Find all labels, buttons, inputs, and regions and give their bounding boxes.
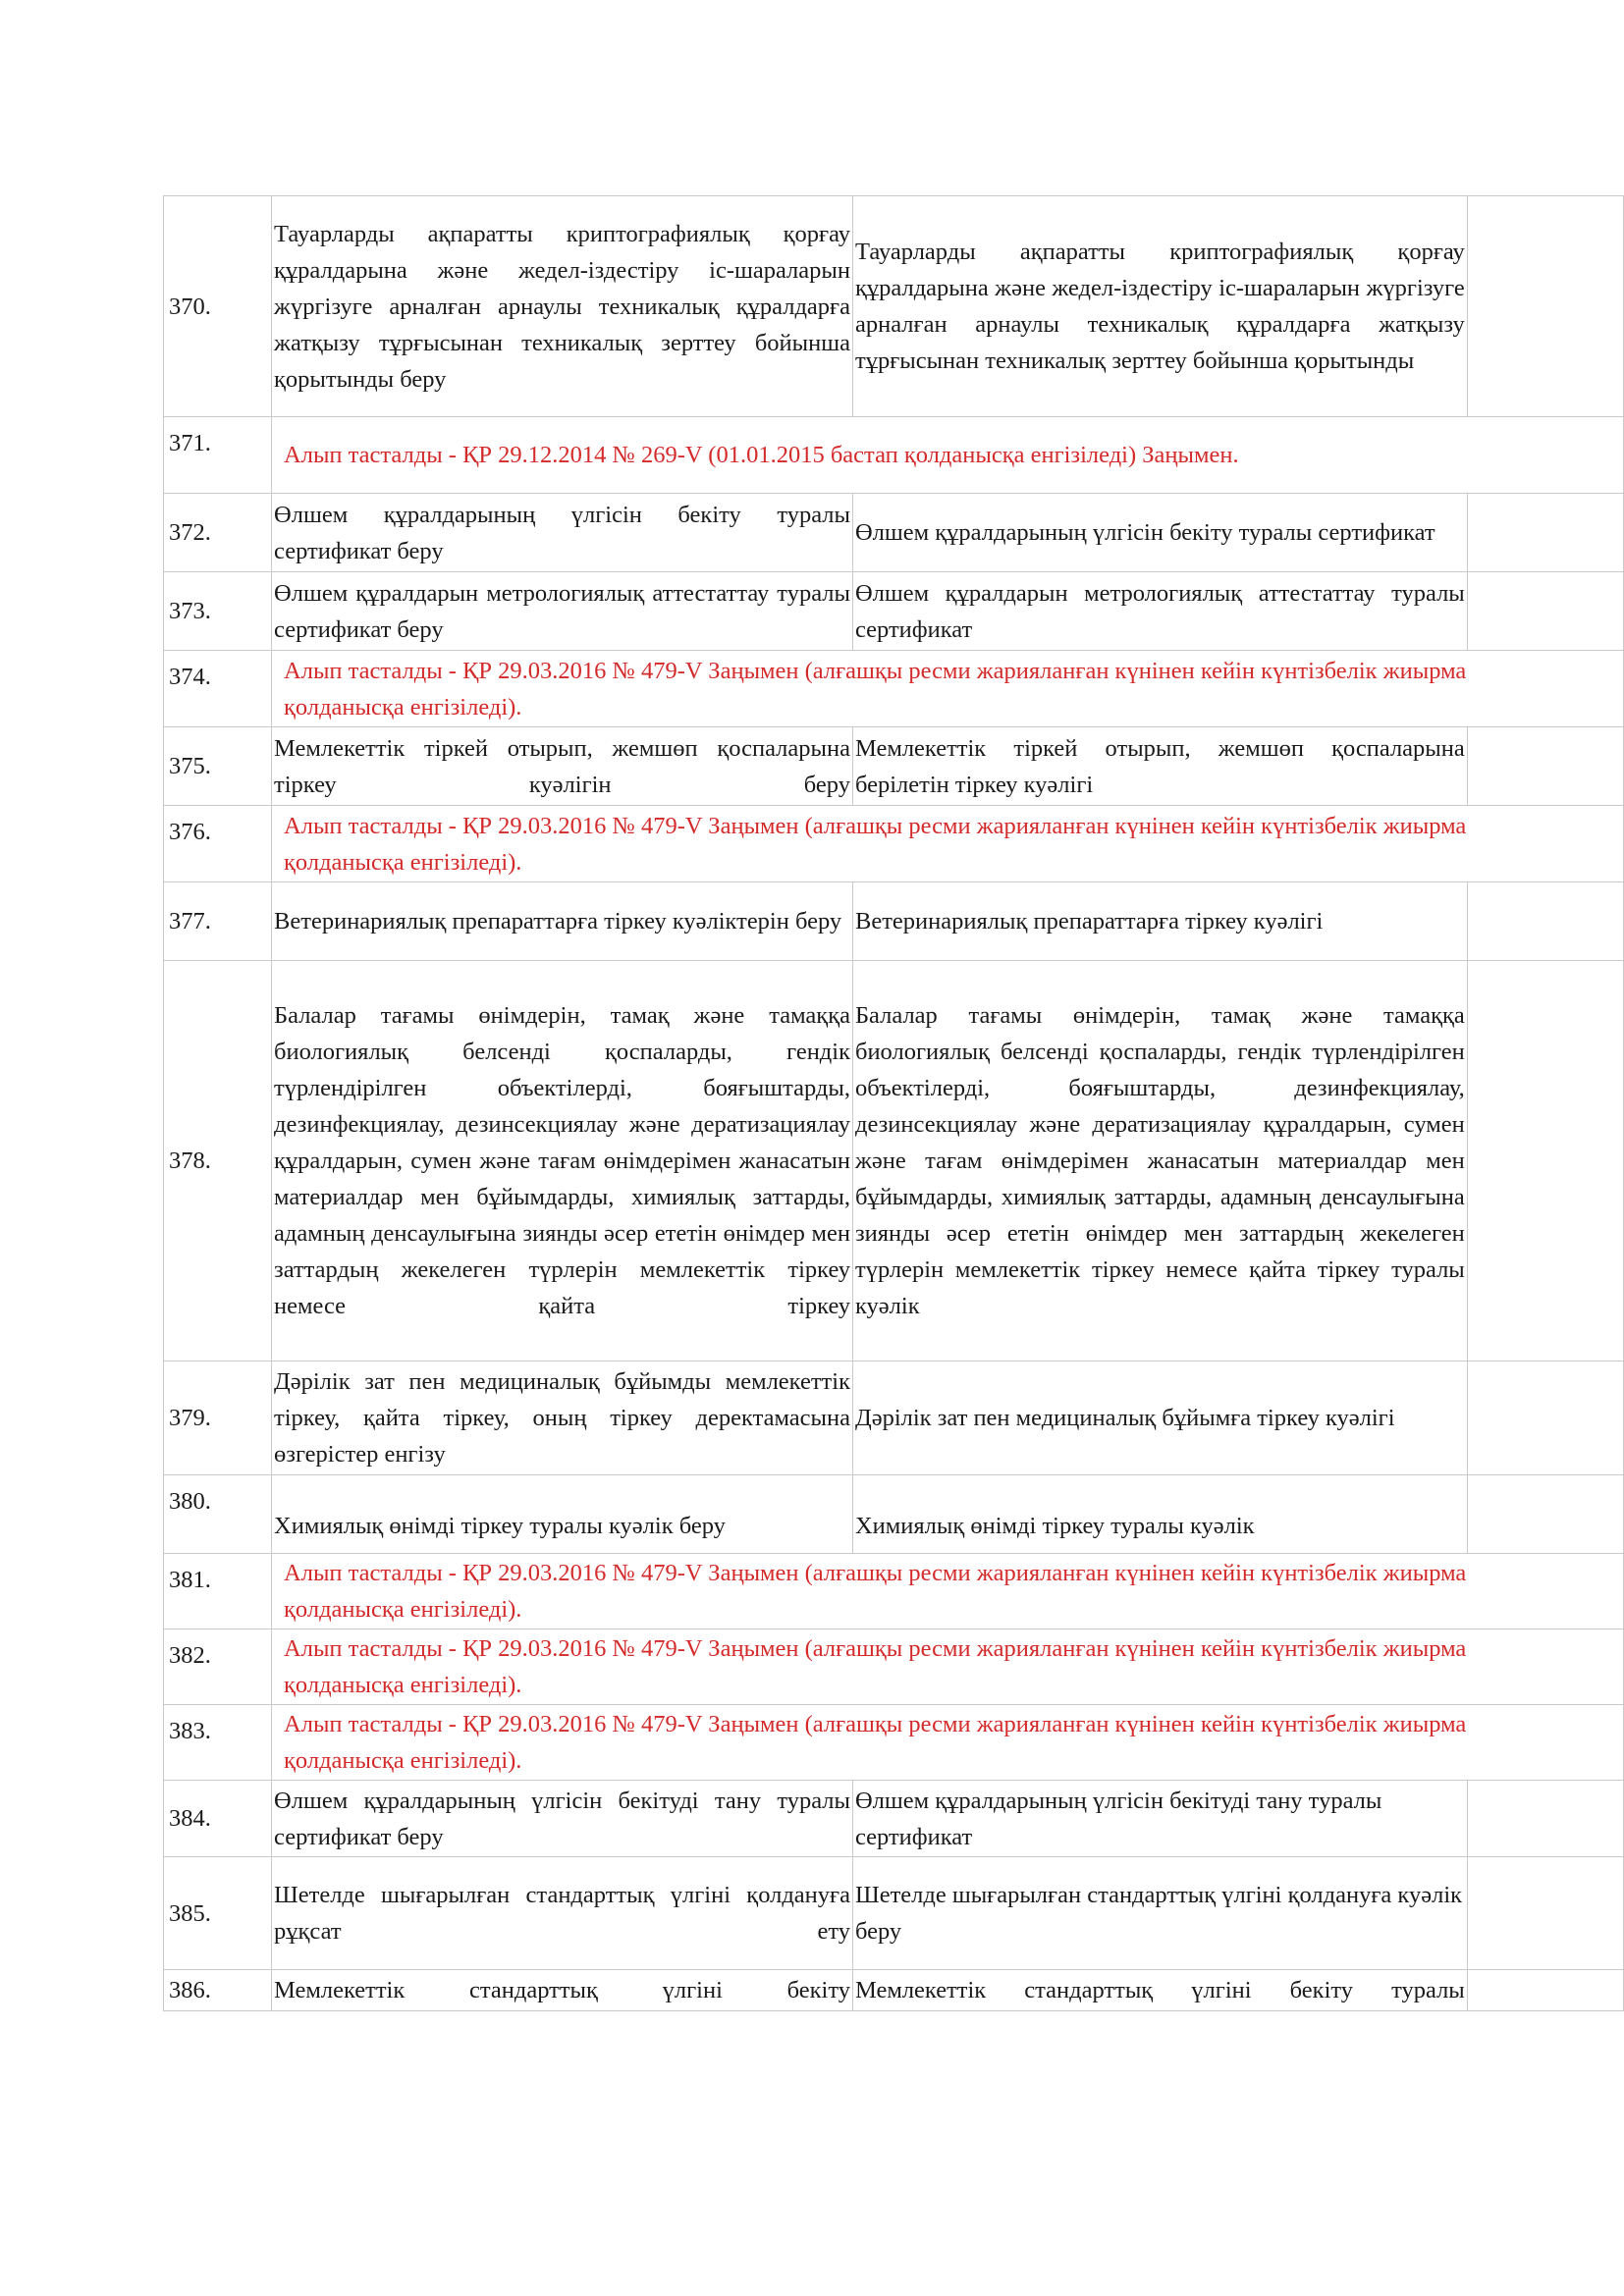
service-name: Химиялық өнімді тіркеу туралы куәлік беру [272,1475,853,1554]
extra-cell [1467,1362,1623,1475]
row-number: 375. [164,727,272,806]
deleted-note: Алып тасталды - ҚР 29.12.2014 № 269-V (01.01.2015 бастап қолданысқа енгізіледі) Заңымен. [272,417,1624,494]
row-number: 382. [164,1629,272,1705]
result-document: Тауарларды ақпаратты криптографиялық қорғау құралдарына және жедел-іздестіру іс-шараларын жүргізуге арналған арнаулы техникалық құралдарға жатқызу тұрғысынан техникалық зерттеу бойынша қорытынды [852,196,1467,417]
table-row [164,1781,1624,1857]
table-row [164,1362,1624,1475]
row-number: 385. [164,1857,272,1970]
extra-cell [1467,1970,1623,2011]
table-row [164,727,1624,806]
row-number: 373. [164,572,272,651]
row-number: 377. [164,882,272,961]
extra-cell [1467,1781,1623,1857]
table-row [164,572,1624,651]
deleted-note: Алып тасталды - ҚР 29.03.2016 № 479-V Заңымен (алғашқы ресми жарияланған күнінен кейін күнтізбелік жиырма қолданысқа енгізіледі). [272,1705,1624,1781]
extra-cell [1467,961,1623,1362]
table-row [164,651,1624,727]
result-document: Мемлекеттік стандарттық үлгіні бекіту туралы [852,1970,1467,2011]
table-row [164,417,1624,494]
result-document: Мемлекеттік тіркей отырып, жемшөп қоспаларына берілетін тіркеу куәлігі [852,727,1467,806]
extra-cell [1467,494,1623,572]
service-name: Ветеринариялық препараттарға тіркеу куәліктерін беру [272,882,853,961]
extra-cell [1467,882,1623,961]
service-name: Өлшем құралдарын метрологиялық аттестаттау туралы сертификат беру [272,572,853,651]
service-name: Өлшем құралдарының үлгісін бекітуді тану туралы сертификат беру [272,1781,853,1857]
result-document: Өлшем құралдарының үлгісін бекіту туралы сертификат [852,494,1467,572]
row-number: 381. [164,1554,272,1629]
deleted-note: Алып тасталды - ҚР 29.03.2016 № 479-V Заңымен (алғашқы ресми жарияланған күнінен кейін күнтізбелік жиырма қолданысқа енгізіледі). [272,651,1624,727]
extra-cell [1467,727,1623,806]
row-number: 378. [164,961,272,1362]
service-name: Өлшем құралдарының үлгісін бекіту туралы сертификат беру [272,494,853,572]
table-row [164,806,1624,882]
extra-cell [1467,1857,1623,1970]
table-row [164,1554,1624,1629]
service-name: Мемлекеттік тіркей отырып, жемшөп қоспаларына тіркеу куәлігін беру [272,727,853,806]
deleted-note: Алып тасталды - ҚР 29.03.2016 № 479-V Заңымен (алғашқы ресми жарияланған күнінен кейін күнтізбелік жиырма қолданысқа енгізіледі). [272,806,1624,882]
row-number: 376. [164,806,272,882]
table-row [164,1629,1624,1705]
deleted-note: Алып тасталды - ҚР 29.03.2016 № 479-V Заңымен (алғашқы ресми жарияланған күнінен кейін күнтізбелік жиырма қолданысқа енгізіледі). [272,1554,1624,1629]
table-row [164,1705,1624,1781]
services-table [163,195,1624,2011]
row-number: 374. [164,651,272,727]
row-number: 383. [164,1705,272,1781]
table-row [164,882,1624,961]
extra-cell [1467,572,1623,651]
row-number: 384. [164,1781,272,1857]
service-name: Дәрілік зат пен медициналық бұйымды мемлекеттік тіркеу, қайта тіркеу, оның тіркеу деректамасына өзгерістер енгізу [272,1362,853,1475]
table-row [164,961,1624,1362]
result-document: Өлшем құралдарының үлгісін бекітуді тану туралы сертификат [852,1781,1467,1857]
result-document: Балалар тағамы өнімдерін, тамақ және тамаққа биологиялық белсенді қоспаларды, гендік түрлендірілген объектілерді, бояғыштарды, дезинфекциялау, дезинсекциялау және дератизациялау құралдарын, сумен және тағам өнімдерімен жанасатын материалдар мен бұйымдарды, химиялық заттарды, адамның денсаулығына зиянды әсер ететін өнімдер мен заттардың жекелеген түрлерін мемлекеттік тіркеу немесе қайта тіркеу туралы куәлік [852,961,1467,1362]
extra-cell [1467,196,1623,417]
row-number: 380. [164,1475,272,1554]
result-document: Ветеринариялық препараттарға тіркеу куәлігі [852,882,1467,961]
result-document: Химиялық өнімді тіркеу туралы куәлік [852,1475,1467,1554]
result-document: Шетелде шығарылған стандарттық үлгіні қолдануға куәлік беру [852,1857,1467,1970]
table-row [164,1970,1624,2011]
result-document: Өлшем құралдарын метрологиялық аттестаттау туралы сертификат [852,572,1467,651]
service-name: Тауарларды ақпаратты криптографиялық қорғау құралдарына және жедел-іздестіру іс-шараларын жүргізуге арналған арнаулы техникалық құралдарға жатқызу тұрғысынан техникалық зерттеу бойынша қорытынды беру [272,196,853,417]
table-row [164,196,1624,417]
table-row [164,1857,1624,1970]
row-number: 370. [164,196,272,417]
service-name: Балалар тағамы өнімдерін, тамақ және тамаққа биологиялық белсенді қоспаларды, гендік түрлендірілген объектілерді, бояғыштарды, дезинфекциялау, дезинсекциялау және дератизациялау құралдарын, сумен және тағам өнімдерімен жанасатын материалдар мен бұйымдарды, химиялық заттарды, адамның денсаулығына зиянды әсер ететін өнімдер мен заттардың жекелеген түрлерін мемлекеттік тіркеу немесе қайта тіркеу [272,961,853,1362]
table-row [164,1475,1624,1554]
extra-cell [1467,1475,1623,1554]
row-number: 379. [164,1362,272,1475]
deleted-note: Алып тасталды - ҚР 29.03.2016 № 479-V Заңымен (алғашқы ресми жарияланған күнінен кейін күнтізбелік жиырма қолданысқа енгізіледі). [272,1629,1624,1705]
row-number: 371. [164,417,272,494]
row-number: 386. [164,1970,272,2011]
service-name: Мемлекеттік стандарттық үлгіні бекіту [272,1970,853,2011]
result-document: Дәрілік зат пен медициналық бұйымға тіркеу куәлігі [852,1362,1467,1475]
row-number: 372. [164,494,272,572]
table-row [164,494,1624,572]
service-name: Шетелде шығарылған стандарттық үлгіні қолдануға рұқсат ету [272,1857,853,1970]
